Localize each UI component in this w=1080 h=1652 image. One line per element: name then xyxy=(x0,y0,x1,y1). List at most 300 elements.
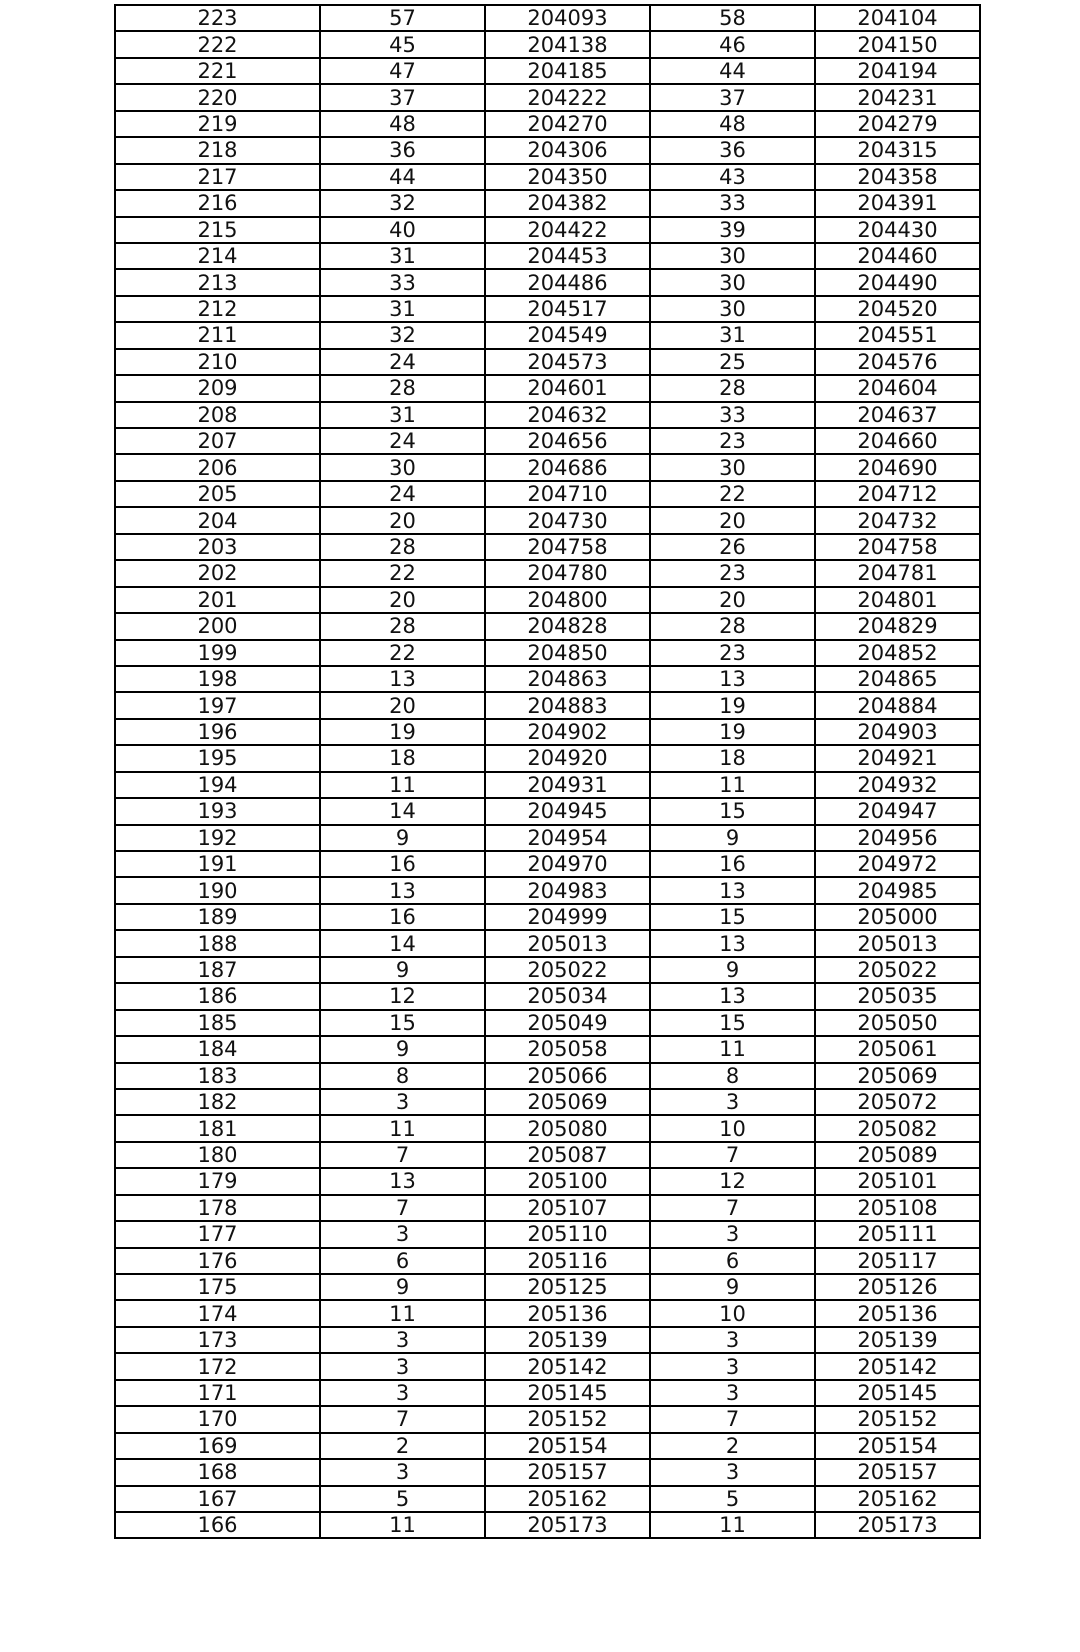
cumulative-cell-b: 205173 xyxy=(815,1512,980,1538)
cumulative-cell-b: 204712 xyxy=(815,481,980,507)
count-cell-a: 31 xyxy=(320,402,485,428)
cumulative-cell-b: 205117 xyxy=(815,1248,980,1274)
score-cell: 200 xyxy=(115,613,320,639)
table-row xyxy=(115,243,980,269)
cumulative-cell-a: 205152 xyxy=(485,1406,650,1432)
table-row xyxy=(115,692,980,718)
count-cell-b: 13 xyxy=(650,666,815,692)
count-cell-b: 22 xyxy=(650,481,815,507)
score-cell: 184 xyxy=(115,1036,320,1062)
count-cell-a: 7 xyxy=(320,1195,485,1221)
count-cell-a: 14 xyxy=(320,930,485,956)
score-cell: 209 xyxy=(115,375,320,401)
score-cell: 195 xyxy=(115,745,320,771)
count-cell-b: 7 xyxy=(650,1195,815,1221)
cumulative-cell-b: 204947 xyxy=(815,798,980,824)
score-cell: 167 xyxy=(115,1486,320,1512)
count-cell-a: 28 xyxy=(320,613,485,639)
count-cell-a: 36 xyxy=(320,137,485,163)
count-cell-b: 37 xyxy=(650,84,815,110)
cumulative-cell-b: 204985 xyxy=(815,877,980,903)
count-cell-b: 15 xyxy=(650,1010,815,1036)
cumulative-cell-b: 204690 xyxy=(815,454,980,480)
count-cell-b: 58 xyxy=(650,5,815,31)
count-cell-a: 12 xyxy=(320,983,485,1009)
count-cell-b: 9 xyxy=(650,825,815,851)
table-row xyxy=(115,930,980,956)
score-cell: 205 xyxy=(115,481,320,507)
cumulative-cell-b: 205145 xyxy=(815,1380,980,1406)
table-row xyxy=(115,507,980,533)
cumulative-cell-a: 204517 xyxy=(485,296,650,322)
count-cell-a: 7 xyxy=(320,1406,485,1432)
count-cell-a: 14 xyxy=(320,798,485,824)
table-row xyxy=(115,904,980,930)
cumulative-cell-a: 204999 xyxy=(485,904,650,930)
count-cell-b: 30 xyxy=(650,243,815,269)
cumulative-cell-b: 204732 xyxy=(815,507,980,533)
table-row xyxy=(115,1248,980,1274)
cumulative-cell-b: 204194 xyxy=(815,58,980,84)
table-row xyxy=(115,322,980,348)
count-cell-b: 11 xyxy=(650,1036,815,1062)
score-cell: 187 xyxy=(115,957,320,983)
cumulative-cell-a: 204945 xyxy=(485,798,650,824)
count-cell-b: 33 xyxy=(650,402,815,428)
score-cell: 193 xyxy=(115,798,320,824)
cumulative-cell-a: 205154 xyxy=(485,1433,650,1459)
table-row xyxy=(115,454,980,480)
count-cell-a: 32 xyxy=(320,322,485,348)
count-cell-b: 3 xyxy=(650,1459,815,1485)
cumulative-cell-b: 205089 xyxy=(815,1142,980,1168)
count-cell-a: 24 xyxy=(320,428,485,454)
score-cell: 218 xyxy=(115,137,320,163)
score-cell: 210 xyxy=(115,349,320,375)
cumulative-cell-a: 204138 xyxy=(485,31,650,57)
score-cell: 197 xyxy=(115,692,320,718)
table-row xyxy=(115,1353,980,1379)
table-row xyxy=(115,428,980,454)
cumulative-cell-b: 204576 xyxy=(815,349,980,375)
cumulative-cell-b: 204315 xyxy=(815,137,980,163)
count-cell-b: 19 xyxy=(650,692,815,718)
count-cell-a: 9 xyxy=(320,1274,485,1300)
cumulative-cell-b: 205082 xyxy=(815,1115,980,1141)
cumulative-cell-b: 205061 xyxy=(815,1036,980,1062)
count-cell-a: 24 xyxy=(320,481,485,507)
cumulative-cell-b: 204921 xyxy=(815,745,980,771)
table-row xyxy=(115,1380,980,1406)
cumulative-cell-a: 204453 xyxy=(485,243,650,269)
table-row xyxy=(115,1195,980,1221)
cumulative-cell-a: 204828 xyxy=(485,613,650,639)
score-cell: 166 xyxy=(115,1512,320,1538)
cumulative-cell-a: 205142 xyxy=(485,1353,650,1379)
count-cell-b: 16 xyxy=(650,851,815,877)
cumulative-cell-b: 204660 xyxy=(815,428,980,454)
count-cell-b: 23 xyxy=(650,428,815,454)
count-cell-b: 26 xyxy=(650,534,815,560)
cumulative-cell-b: 204150 xyxy=(815,31,980,57)
table-row xyxy=(115,137,980,163)
table-row xyxy=(115,1168,980,1194)
count-cell-a: 3 xyxy=(320,1459,485,1485)
table-row xyxy=(115,983,980,1009)
table-row xyxy=(115,296,980,322)
table-row xyxy=(115,481,980,507)
count-cell-b: 23 xyxy=(650,560,815,586)
count-cell-a: 30 xyxy=(320,454,485,480)
cumulative-cell-a: 204883 xyxy=(485,692,650,718)
score-cell: 192 xyxy=(115,825,320,851)
cumulative-cell-a: 204954 xyxy=(485,825,650,851)
count-cell-a: 8 xyxy=(320,1063,485,1089)
cumulative-cell-a: 205107 xyxy=(485,1195,650,1221)
cumulative-cell-b: 204829 xyxy=(815,613,980,639)
table-row xyxy=(115,1433,980,1459)
table-row xyxy=(115,957,980,983)
cumulative-cell-a: 204931 xyxy=(485,772,650,798)
cumulative-cell-b: 204884 xyxy=(815,692,980,718)
count-cell-a: 48 xyxy=(320,111,485,137)
table-row xyxy=(115,1512,980,1538)
score-cell: 196 xyxy=(115,719,320,745)
count-cell-a: 9 xyxy=(320,825,485,851)
table-row xyxy=(115,560,980,586)
table-row xyxy=(115,851,980,877)
score-cell: 178 xyxy=(115,1195,320,1221)
score-cell: 171 xyxy=(115,1380,320,1406)
count-cell-a: 15 xyxy=(320,1010,485,1036)
count-cell-b: 28 xyxy=(650,375,815,401)
cumulative-cell-b: 205072 xyxy=(815,1089,980,1115)
cumulative-cell-a: 204780 xyxy=(485,560,650,586)
count-cell-b: 33 xyxy=(650,190,815,216)
count-cell-a: 20 xyxy=(320,587,485,613)
table-row xyxy=(115,349,980,375)
count-cell-b: 48 xyxy=(650,111,815,137)
cumulative-cell-a: 205162 xyxy=(485,1486,650,1512)
cumulative-cell-a: 204632 xyxy=(485,402,650,428)
table-row xyxy=(115,1300,980,1326)
count-cell-a: 13 xyxy=(320,1168,485,1194)
table-row xyxy=(115,58,980,84)
cumulative-cell-a: 204185 xyxy=(485,58,650,84)
cumulative-cell-a: 205173 xyxy=(485,1512,650,1538)
table-row xyxy=(115,5,980,31)
count-cell-b: 31 xyxy=(650,322,815,348)
count-cell-b: 19 xyxy=(650,719,815,745)
count-cell-a: 13 xyxy=(320,877,485,903)
count-cell-a: 20 xyxy=(320,692,485,718)
cumulative-cell-b: 205126 xyxy=(815,1274,980,1300)
cumulative-cell-a: 205034 xyxy=(485,983,650,1009)
cumulative-cell-a: 204970 xyxy=(485,851,650,877)
cumulative-cell-a: 204093 xyxy=(485,5,650,31)
cumulative-cell-b: 205013 xyxy=(815,930,980,956)
score-cell: 198 xyxy=(115,666,320,692)
cumulative-cell-a: 205136 xyxy=(485,1300,650,1326)
table-row xyxy=(115,534,980,560)
table-row xyxy=(115,1089,980,1115)
cumulative-cell-a: 204422 xyxy=(485,217,650,243)
count-cell-a: 18 xyxy=(320,745,485,771)
count-cell-b: 7 xyxy=(650,1142,815,1168)
table-row xyxy=(115,190,980,216)
cumulative-cell-b: 204490 xyxy=(815,269,980,295)
cumulative-cell-a: 205116 xyxy=(485,1248,650,1274)
table-row xyxy=(115,1327,980,1353)
score-cell: 176 xyxy=(115,1248,320,1274)
count-cell-a: 3 xyxy=(320,1327,485,1353)
count-cell-a: 16 xyxy=(320,851,485,877)
cumulative-cell-a: 205058 xyxy=(485,1036,650,1062)
cumulative-cell-a: 204686 xyxy=(485,454,650,480)
count-cell-b: 11 xyxy=(650,1512,815,1538)
score-cell: 177 xyxy=(115,1221,320,1247)
cumulative-cell-b: 205022 xyxy=(815,957,980,983)
score-cell: 215 xyxy=(115,217,320,243)
count-cell-a: 22 xyxy=(320,560,485,586)
score-cell: 194 xyxy=(115,772,320,798)
score-cell: 208 xyxy=(115,402,320,428)
cumulative-cell-a: 205049 xyxy=(485,1010,650,1036)
count-cell-a: 47 xyxy=(320,58,485,84)
score-cell: 204 xyxy=(115,507,320,533)
cumulative-cell-a: 204758 xyxy=(485,534,650,560)
score-cell: 212 xyxy=(115,296,320,322)
table-row xyxy=(115,402,980,428)
score-cell: 169 xyxy=(115,1433,320,1459)
table-row xyxy=(115,1142,980,1168)
count-cell-b: 15 xyxy=(650,798,815,824)
count-cell-b: 2 xyxy=(650,1433,815,1459)
count-cell-a: 13 xyxy=(320,666,485,692)
cumulative-cell-b: 205136 xyxy=(815,1300,980,1326)
table-row xyxy=(115,269,980,295)
cumulative-cell-b: 204520 xyxy=(815,296,980,322)
table-row xyxy=(115,719,980,745)
count-cell-a: 5 xyxy=(320,1486,485,1512)
cumulative-cell-a: 205013 xyxy=(485,930,650,956)
cumulative-cell-a: 205125 xyxy=(485,1274,650,1300)
score-cell: 217 xyxy=(115,164,320,190)
cumulative-cell-a: 204983 xyxy=(485,877,650,903)
cumulative-cell-a: 205110 xyxy=(485,1221,650,1247)
score-cell: 186 xyxy=(115,983,320,1009)
count-cell-b: 20 xyxy=(650,507,815,533)
cumulative-cell-a: 205100 xyxy=(485,1168,650,1194)
table-row xyxy=(115,1459,980,1485)
cumulative-cell-a: 205157 xyxy=(485,1459,650,1485)
score-table-body xyxy=(115,5,980,1538)
score-cell: 201 xyxy=(115,587,320,613)
cumulative-cell-b: 205152 xyxy=(815,1406,980,1432)
cumulative-cell-b: 204852 xyxy=(815,640,980,666)
table-row xyxy=(115,666,980,692)
count-cell-b: 13 xyxy=(650,930,815,956)
table-row xyxy=(115,877,980,903)
cumulative-cell-b: 204551 xyxy=(815,322,980,348)
table-row xyxy=(115,745,980,771)
table-row xyxy=(115,164,980,190)
cumulative-cell-a: 204902 xyxy=(485,719,650,745)
count-cell-b: 11 xyxy=(650,772,815,798)
count-cell-b: 9 xyxy=(650,1274,815,1300)
count-cell-b: 7 xyxy=(650,1406,815,1432)
count-cell-a: 40 xyxy=(320,217,485,243)
cumulative-cell-a: 204656 xyxy=(485,428,650,454)
score-cell: 219 xyxy=(115,111,320,137)
count-cell-b: 30 xyxy=(650,296,815,322)
score-cell: 221 xyxy=(115,58,320,84)
score-table-sheet xyxy=(114,4,981,1539)
count-cell-b: 46 xyxy=(650,31,815,57)
count-cell-a: 9 xyxy=(320,1036,485,1062)
cumulative-cell-b: 204391 xyxy=(815,190,980,216)
cumulative-cell-b: 205108 xyxy=(815,1195,980,1221)
cumulative-cell-b: 204231 xyxy=(815,84,980,110)
cumulative-cell-b: 205154 xyxy=(815,1433,980,1459)
score-cell: 213 xyxy=(115,269,320,295)
count-cell-a: 11 xyxy=(320,1300,485,1326)
table-row xyxy=(115,217,980,243)
score-cell: 191 xyxy=(115,851,320,877)
score-cell: 202 xyxy=(115,560,320,586)
score-table xyxy=(114,4,981,1539)
score-cell: 181 xyxy=(115,1115,320,1141)
cumulative-cell-a: 204863 xyxy=(485,666,650,692)
count-cell-b: 23 xyxy=(650,640,815,666)
count-cell-b: 3 xyxy=(650,1221,815,1247)
count-cell-a: 32 xyxy=(320,190,485,216)
score-cell: 182 xyxy=(115,1089,320,1115)
table-row xyxy=(115,1486,980,1512)
cumulative-cell-a: 204573 xyxy=(485,349,650,375)
count-cell-a: 11 xyxy=(320,772,485,798)
count-cell-a: 7 xyxy=(320,1142,485,1168)
cumulative-cell-a: 204270 xyxy=(485,111,650,137)
count-cell-b: 3 xyxy=(650,1353,815,1379)
score-cell: 185 xyxy=(115,1010,320,1036)
table-row xyxy=(115,84,980,110)
score-cell: 175 xyxy=(115,1274,320,1300)
count-cell-a: 19 xyxy=(320,719,485,745)
score-cell: 189 xyxy=(115,904,320,930)
count-cell-a: 45 xyxy=(320,31,485,57)
count-cell-b: 30 xyxy=(650,269,815,295)
score-cell: 180 xyxy=(115,1142,320,1168)
cumulative-cell-a: 204549 xyxy=(485,322,650,348)
cumulative-cell-a: 205022 xyxy=(485,957,650,983)
cumulative-cell-b: 205050 xyxy=(815,1010,980,1036)
count-cell-b: 8 xyxy=(650,1063,815,1089)
score-cell: 223 xyxy=(115,5,320,31)
table-row xyxy=(115,772,980,798)
count-cell-b: 5 xyxy=(650,1486,815,1512)
score-cell: 179 xyxy=(115,1168,320,1194)
score-cell: 172 xyxy=(115,1353,320,1379)
count-cell-a: 2 xyxy=(320,1433,485,1459)
count-cell-b: 13 xyxy=(650,983,815,1009)
count-cell-a: 9 xyxy=(320,957,485,983)
count-cell-a: 3 xyxy=(320,1380,485,1406)
cumulative-cell-b: 204637 xyxy=(815,402,980,428)
score-cell: 211 xyxy=(115,322,320,348)
count-cell-b: 9 xyxy=(650,957,815,983)
table-row xyxy=(115,798,980,824)
count-cell-a: 3 xyxy=(320,1353,485,1379)
count-cell-a: 20 xyxy=(320,507,485,533)
cumulative-cell-a: 204850 xyxy=(485,640,650,666)
cumulative-cell-a: 204222 xyxy=(485,84,650,110)
count-cell-b: 3 xyxy=(650,1327,815,1353)
cumulative-cell-b: 204801 xyxy=(815,587,980,613)
cumulative-cell-a: 204382 xyxy=(485,190,650,216)
cumulative-cell-b: 204430 xyxy=(815,217,980,243)
table-row xyxy=(115,1036,980,1062)
cumulative-cell-b: 204604 xyxy=(815,375,980,401)
cumulative-cell-a: 205080 xyxy=(485,1115,650,1141)
score-cell: 220 xyxy=(115,84,320,110)
score-cell: 170 xyxy=(115,1406,320,1432)
cumulative-cell-a: 205069 xyxy=(485,1089,650,1115)
cumulative-cell-b: 205111 xyxy=(815,1221,980,1247)
table-row xyxy=(115,31,980,57)
count-cell-a: 28 xyxy=(320,534,485,560)
count-cell-a: 11 xyxy=(320,1512,485,1538)
count-cell-b: 36 xyxy=(650,137,815,163)
count-cell-a: 3 xyxy=(320,1089,485,1115)
score-cell: 190 xyxy=(115,877,320,903)
score-cell: 206 xyxy=(115,454,320,480)
table-row xyxy=(115,640,980,666)
count-cell-a: 24 xyxy=(320,349,485,375)
cumulative-cell-a: 204710 xyxy=(485,481,650,507)
count-cell-a: 28 xyxy=(320,375,485,401)
cumulative-cell-a: 204800 xyxy=(485,587,650,613)
count-cell-b: 18 xyxy=(650,745,815,771)
cumulative-cell-a: 205087 xyxy=(485,1142,650,1168)
count-cell-a: 44 xyxy=(320,164,485,190)
cumulative-cell-b: 205069 xyxy=(815,1063,980,1089)
count-cell-a: 37 xyxy=(320,84,485,110)
count-cell-b: 10 xyxy=(650,1115,815,1141)
score-cell: 174 xyxy=(115,1300,320,1326)
table-row xyxy=(115,825,980,851)
cumulative-cell-b: 204972 xyxy=(815,851,980,877)
score-cell: 216 xyxy=(115,190,320,216)
cumulative-cell-a: 205139 xyxy=(485,1327,650,1353)
count-cell-b: 3 xyxy=(650,1380,815,1406)
count-cell-b: 30 xyxy=(650,454,815,480)
score-cell: 214 xyxy=(115,243,320,269)
cumulative-cell-b: 204279 xyxy=(815,111,980,137)
cumulative-cell-b: 205000 xyxy=(815,904,980,930)
count-cell-a: 3 xyxy=(320,1221,485,1247)
cumulative-cell-a: 204350 xyxy=(485,164,650,190)
cumulative-cell-a: 205145 xyxy=(485,1380,650,1406)
cumulative-cell-b: 204104 xyxy=(815,5,980,31)
score-cell: 168 xyxy=(115,1459,320,1485)
count-cell-b: 13 xyxy=(650,877,815,903)
cumulative-cell-b: 204956 xyxy=(815,825,980,851)
count-cell-a: 31 xyxy=(320,296,485,322)
cumulative-cell-b: 204460 xyxy=(815,243,980,269)
table-row xyxy=(115,1063,980,1089)
score-cell: 203 xyxy=(115,534,320,560)
